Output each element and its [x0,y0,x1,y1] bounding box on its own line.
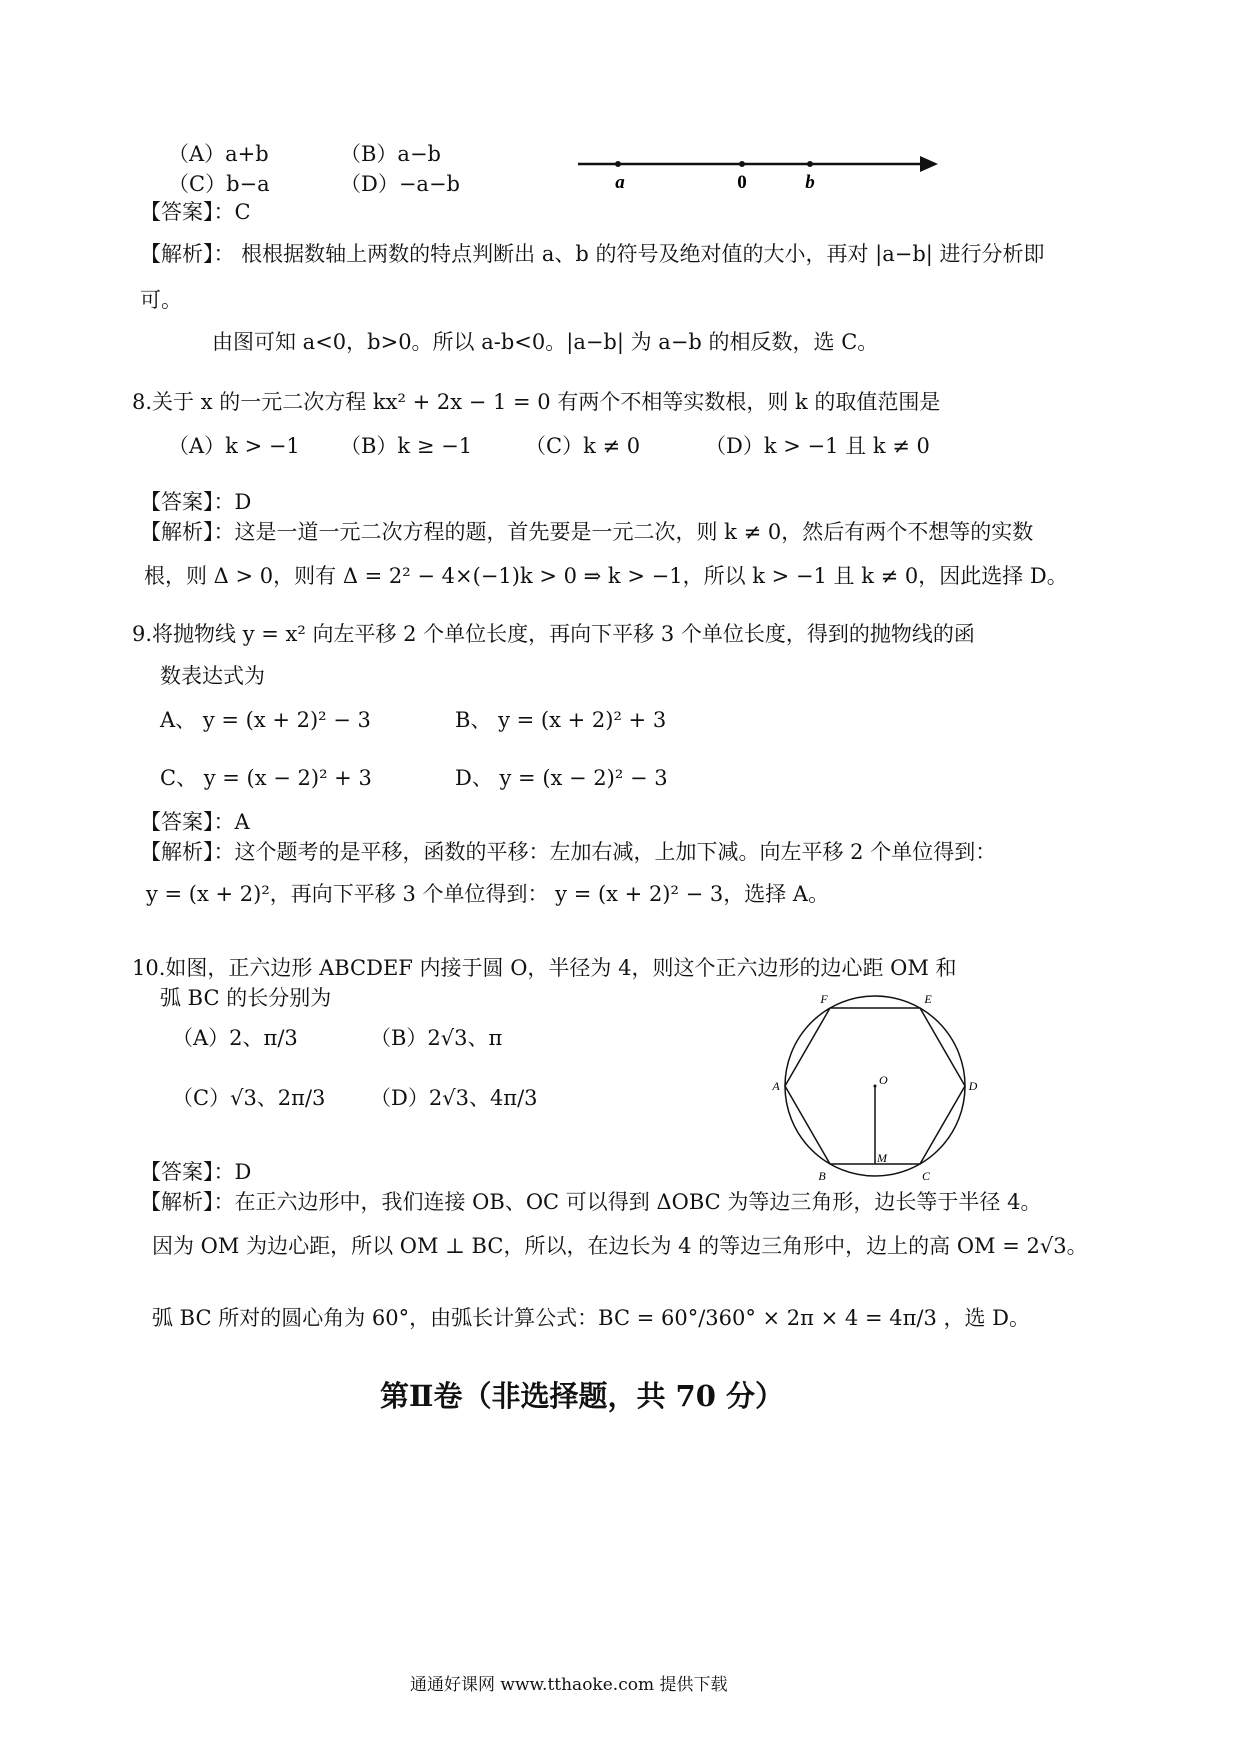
q8-analysis-line1: 【解析】：这是一道一元二次方程的题，首先要是一元二次，则 k ≠ 0，然后有两个不想等的实数 [140,520,1034,544]
label-m: M [877,1151,887,1165]
q10-stem-line2: 弧 BC 的长分别为 [160,986,332,1010]
axis-label-zero: 0 [737,172,747,193]
q9-stem-line1: 9.将抛物线 y = x² 向左平移 2 个单位长度，再向下平移 3 个单位长度，得到的抛物线的函 [132,622,975,646]
label-e: E [924,992,932,1006]
axis-label-a: a [615,172,625,193]
hexagon-circle-figure [760,990,1000,1190]
q7-option-c: （C）b−a [168,172,270,196]
section-heading: 第Ⅱ卷（非选择题，共 70 分） [380,1379,784,1413]
q8-analysis-line2: 根，则 Δ > 0，则有 Δ = 2² − 4×(−1)k > 0 ⇒ k > −1，所以 k > −1 且 k ≠ 0，因此选择 D。 [144,564,1068,588]
q9-option-d: D、 y = (x − 2)² − 3 [455,766,668,790]
q9-option-b: B、 y = (x + 2)² + 3 [455,708,667,732]
q9-option-c: C、 y = (x − 2)² + 3 [160,766,372,790]
q10-analysis-line2: 因为 OM 为边心距，所以 OM ⊥ BC，所以，在边长为 4 的等边三角形中，边上的高 OM = 2√3。 [152,1234,1088,1258]
q10-stem-line1: 10.如图，正六边形 ABCDEF 内接于圆 O，半径为 4，则这个正六边形的边心距 OM 和 [132,956,957,980]
q7-analysis-line3: 由图可知 a<0，b>0。所以 a-b<0。|a−b| 为 a−b 的相反数，选 C。 [212,330,879,354]
q10-analysis-line3: 弧 BC 所对的圆心角为 60°，由弧长计算公式：BC = 60°/360° × 2π × 4 = 4π/3 ，选 D。 [152,1306,1030,1330]
q10-option-d: （D）2√3、4π/3 [370,1086,538,1110]
q7-option-d: （D）−a−b [340,172,460,196]
q7-option-b: （B）a−b [340,142,441,166]
label-f: F [820,992,828,1006]
page-footer: 通通好课网 www.tthaoke.com 提供下载 [410,1675,728,1695]
number-line-figure [570,148,950,198]
q8-option-b: （B）k ≥ −1 [340,434,473,458]
q8-option-a: （A）k > −1 [168,434,300,458]
q8-option-d: （D）k > −1 且 k ≠ 0 [705,434,930,458]
q7-option-a: （A）a+b [168,142,269,166]
q10-option-a: （A）2、π/3 [172,1026,298,1050]
q8-answer: 【答案】：D [140,490,252,514]
axis-label-b: b [805,172,815,193]
q10-analysis-line1: 【解析】：在正六边形中，我们连接 OB、OC 可以得到 ΔOBC 为等边三角形，边长等于半径 4。 [140,1190,1042,1214]
q9-answer: 【答案】：A [140,810,250,834]
q9-analysis-line2: y = (x + 2)²，再向下平移 3 个单位得到： y = (x + 2)² − 3，选择 A。 [146,882,830,906]
label-c: C [921,1169,931,1183]
label-d: D [968,1079,978,1093]
q10-answer: 【答案】：D [140,1160,252,1184]
q9-analysis-line1: 【解析】：这个题考的是平移，函数的平移：左加右减，上加下减。向左平移 2 个单位得到： [140,840,997,864]
q9-option-a: A、 y = (x + 2)² − 3 [160,708,371,732]
q10-option-b: （B）2√3、π [370,1026,503,1050]
label-o: O [879,1073,888,1087]
q8-option-c: （C）k ≠ 0 [525,434,641,458]
label-a: A [772,1079,780,1093]
q7-answer: 【答案】：C [140,200,251,224]
q7-analysis-line2: 可。 [140,288,182,312]
q9-stem-line2: 数表达式为 [160,664,265,688]
label-b: B [818,1169,826,1183]
q10-option-c: （C）√3、2π/3 [172,1086,326,1110]
q8-stem: 8.关于 x 的一元二次方程 kx² + 2x − 1 = 0 有两个不相等实数根，则 k 的取值范围是 [132,390,941,414]
q7-analysis-line1: 【解析】： 根根据数轴上两数的特点判断出 a、b 的符号及绝对值的大小，再对 |a−b| 进行分析即 [140,242,1045,266]
